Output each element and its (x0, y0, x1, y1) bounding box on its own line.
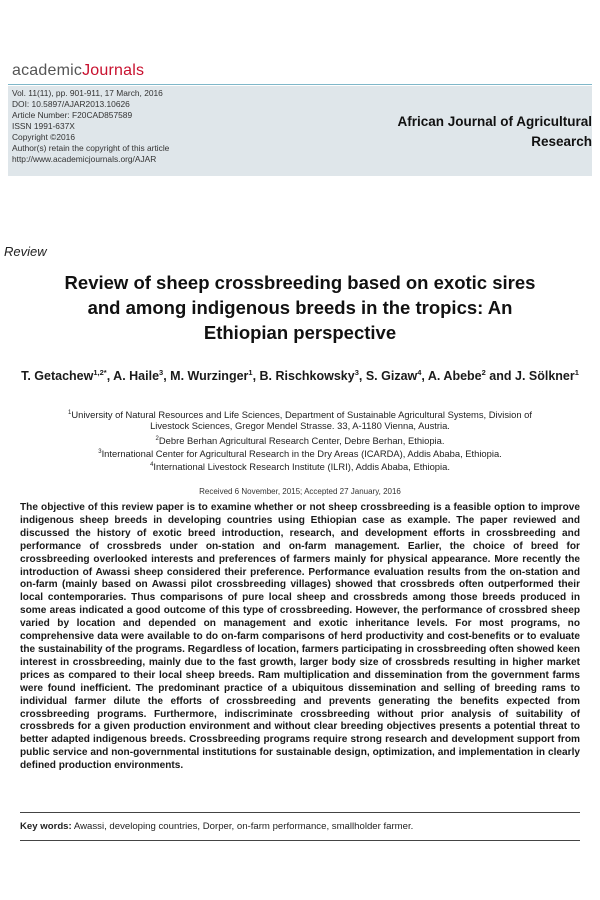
meta-issn: ISSN 1991-637X (12, 121, 75, 131)
affiliation-mark: 2 (155, 436, 159, 442)
affiliation-3-text: International Center for Agricultural Research in the Dry Areas (ICARDA), Addis Ababa, Ethiopia. (101, 448, 502, 460)
received-accepted-dates: Received 6 November, 2015; Accepted 27 January, 2016 (199, 487, 401, 496)
author-affiliation-mark: 3 (159, 368, 164, 377)
author-list: T. Getachew$^{1,2*}$, A. Haile$^3$, M. Wurzinger$^1$, B. Rischkowsky$^3$, S. Gizaw$^4$, A. Abebe$^2$ and J. Sölkner$^1$ (21, 368, 579, 384)
affiliation-3 (18, 446, 582, 460)
journal-name-line2: Research (531, 134, 592, 149)
author-affiliation-mark: 2 (481, 368, 486, 377)
affiliation-mark: 1 (68, 410, 72, 416)
author-name: S. Gizaw (365, 369, 418, 384)
article-meta-box (8, 86, 240, 176)
logo-text-journals: Journals (82, 62, 145, 79)
author-conjunction: and (489, 369, 512, 384)
meta-url-link[interactable]: http://www.academicjournals.org/AJAR (12, 154, 157, 164)
section-label: Review (4, 244, 47, 259)
author-name: B. Rischkowsky (259, 369, 355, 384)
keywords-line (20, 821, 580, 832)
affiliation-mark: 3 (98, 449, 102, 455)
author-name: A. Haile (113, 369, 160, 384)
abstract-rule-bottom (20, 840, 580, 841)
meta-rights: Author(s) retain the copyright of this article (12, 143, 170, 153)
affiliation-1 (18, 407, 582, 421)
abstract-rule-top (20, 812, 580, 813)
article-title (20, 270, 580, 345)
author-name: M. Wurzinger (170, 369, 249, 384)
logo-text-academic: academic (12, 62, 83, 79)
author-affiliation-mark: 3 (354, 368, 359, 377)
meta-copyright: Copyright ©2016 (12, 132, 75, 142)
affiliation-mark: 4 (150, 462, 154, 468)
title-line3: Ethiopian perspective (203, 322, 397, 343)
affiliation-2 (18, 433, 582, 447)
meta-article-number: Article Number: F20CAD857589 (12, 110, 133, 120)
author-affiliation-mark: 1 (248, 368, 253, 377)
title-line1: Review of sheep crossbreeding based on exotic sires (64, 272, 536, 293)
affiliation-1-line1: University of Natural Resources and Life Sciences, Department of Sustainable Agricultural Systems, Division of (71, 409, 532, 421)
affiliation-2-text: Debre Berhan Agricultural Research Center, Debre Berhan, Ethiopia. (158, 435, 445, 447)
journal-name (372, 112, 592, 152)
author-name: A. Abebe (427, 369, 482, 384)
author-name: J. Sölkner (515, 369, 575, 384)
affiliation-4 (18, 459, 582, 473)
author-affiliation-mark: 1,2* (93, 368, 107, 377)
abstract-text: The objective of this review paper is to examine whether or not sheep crossbreeding is a feasible option to improve indigenous sheep breeds in developing countries using Ethiopian case as example. The paper reviewed and discussed the history of exotic breed introduction, research, and development efforts in crossbreeding and performance of crossbreds under on-station and on-farm management. Earlier, the choice of breed for crossbreeding overlooked interests and preferences of farmers mainly for physical appearance. More recently the introduction of Awassi sheep considered their preference. Performance evaluation results from the on-station and on-farm (mainly based on Awassi pilot crossbreeding villages) showed that crossbreds often outperformed their local contemporaries. Thus comparisons of pure local sheep and crossbreds among those breeds produced in some areas indicated a good outcome of this type of crossbreeding. However, the performance of crossbred sheep varied by location and depended on management and exotic inheritance levels. For most programs, no comprehensive data were available to do on-farm comparisons of herd productivity and cost-benefits or to evaluate the sustainability of the programs. Regardless of location, farmers participating in crossbreeding often showed keen interest in crossbreeding, mainly due to the fast growth, larger body size of crossbreds resulting in higher market prices as compared to their local sheep breeds. Ram multiplication and dissemination from the government farms were found inefficient. The predominant practice of a ubiquitous dissemination and selling of breeding rams to individual farmer dilute the efforts of crossbreeding and prevents generating the benefits expected from crossbreeding programs. Furthermore, indiscriminate crossbreeding without prior analysis of suitability of crossbreds for a given production environment and without clear breeding objectives presents a potential threat to better adapted indigenous breeds. Crossbreeding programs require strong research and development support from public service and non-governmental institutions for sustainable design, optimization, and implementation in clearly defined production environments. (20, 502, 580, 772)
keywords-text: Awassi, developing countries, Dorper, on-farm performance, smallholder farmer. (73, 821, 414, 832)
author-name: T. Getachew (21, 369, 94, 384)
author-affiliation-mark: 1 (574, 368, 579, 377)
affiliation-4-text: International Livestock Research Institute (ILRI), Addis Ababa, Ethiopia. (153, 461, 450, 473)
journal-name-line1: African Journal of Agricultural (397, 114, 592, 129)
affiliation-1-continued: Livestock Sciences, Gregor Mendel Strasse. 33, A-1180 Vienna, Austria. (150, 420, 450, 431)
header-rule (8, 84, 592, 85)
publisher-logo (12, 62, 144, 80)
meta-volume: Vol. 11(11), pp. 901-911, 17 March, 2016 (12, 88, 163, 98)
title-line2: and among indigenous breeds in the tropics: An (87, 297, 513, 318)
keywords-label: Key words: (20, 821, 72, 832)
author-affiliation-mark: 4 (417, 368, 422, 377)
meta-doi: DOI: 10.5897/AJAR2013.10626 (12, 99, 130, 109)
